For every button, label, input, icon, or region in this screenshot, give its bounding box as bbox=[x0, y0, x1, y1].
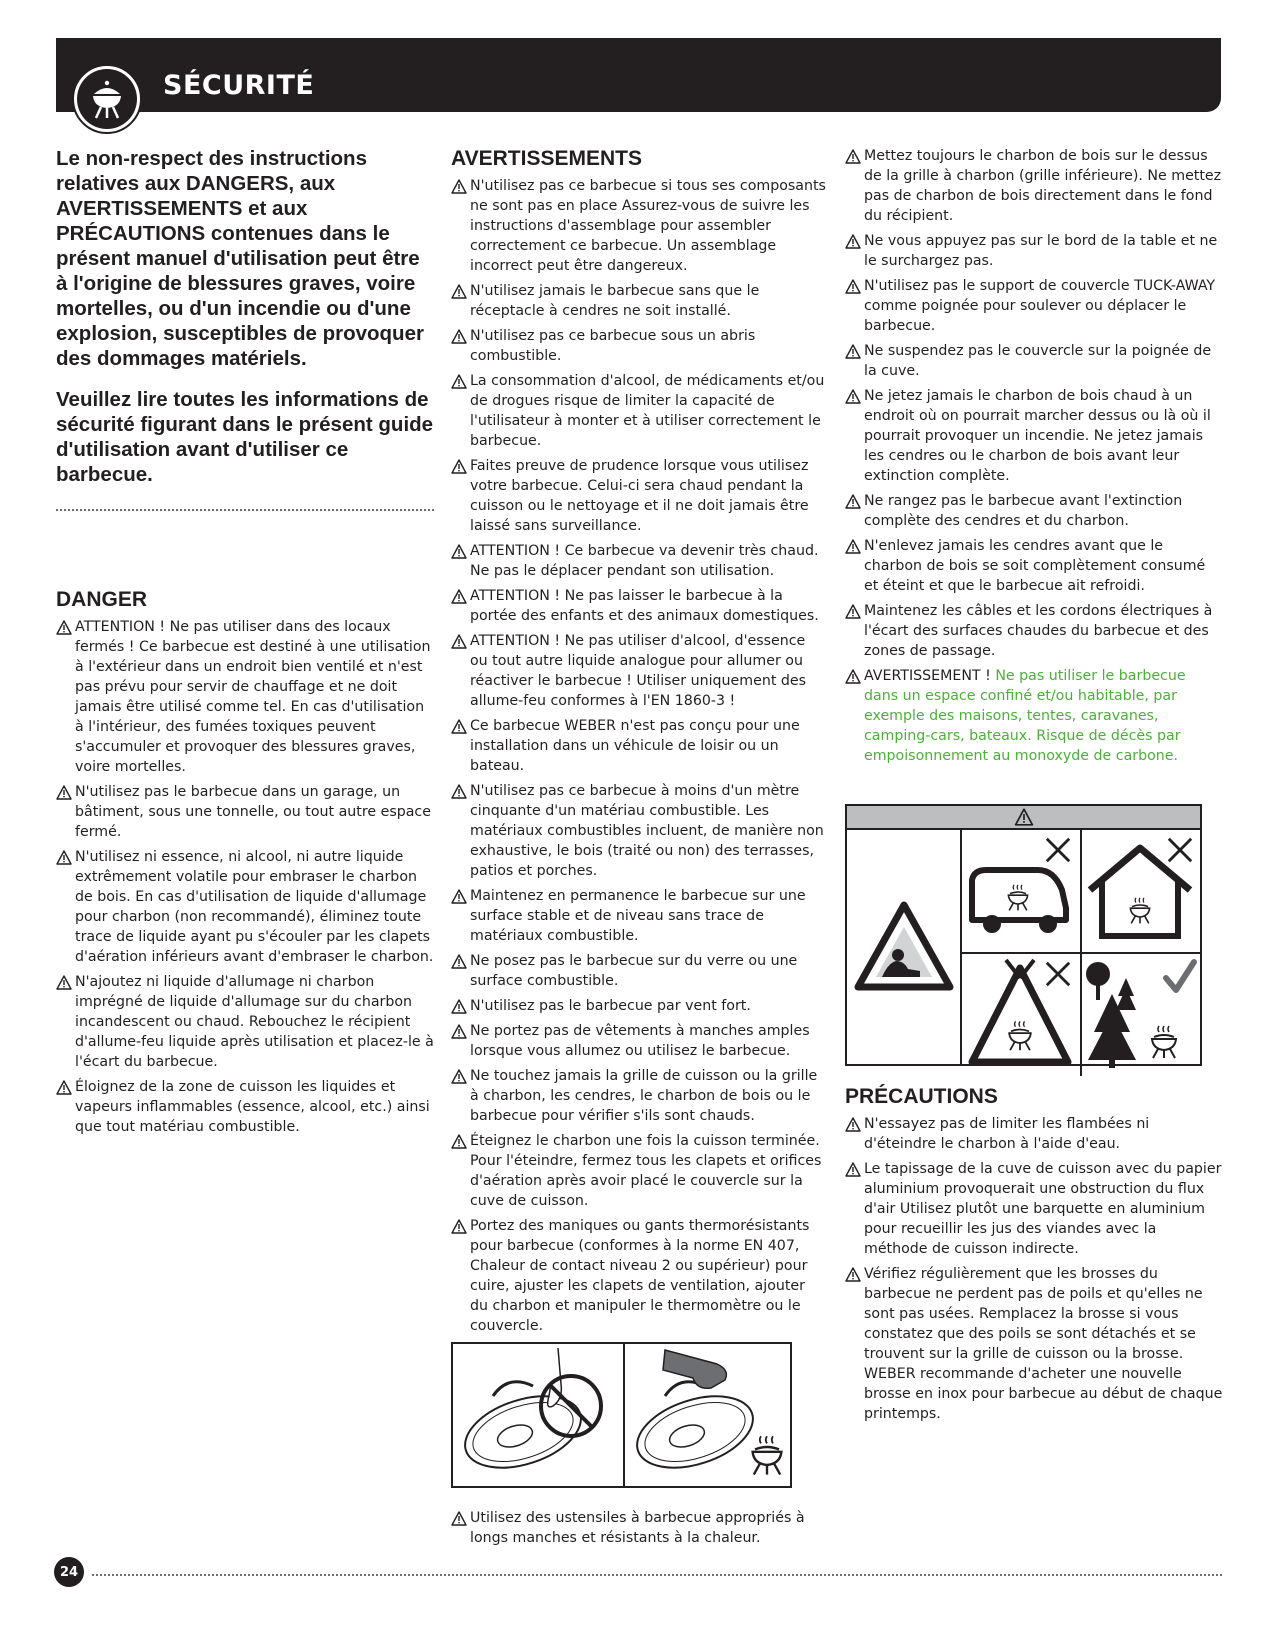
warning-item: Ne portez pas de vêtements à manches amples lorsque vous allumez ou utilisez le barbecue. bbox=[451, 1021, 827, 1061]
warning-triangle-icon bbox=[845, 344, 861, 359]
danger-item: ATTENTION ! Ne pas utiliser dans des locaux fermés ! Ce barbecue est destiné à une utilisation à l'extérieur dans un endroit bien ventilé et n'est pas prévu pour servir de chauffage et ne doit jamais être utilisé comme tel. En cas d'utilisation à l'intérieur, des fumées toxiques peuvent s'accumuler et provoquer des blessures graves, voire mortelles. bbox=[56, 617, 434, 777]
warning-item: La consommation d'alcool, de médicaments et/ou de drogues risque de limiter la capacité de l'utilisateur à monter et à utiliser correctement le barbecue. bbox=[451, 371, 827, 451]
column-middle bbox=[451, 146, 827, 1553]
page-number: 24 bbox=[54, 1557, 84, 1587]
warning-item: N'utilisez pas ce barbecue si tous ses composants ne sont pas en place Assurez-vous de suivre les instructions d'assemblage pour assembler correctement ce barbecue. Un assemblage incorrect peut être dangereux. bbox=[451, 176, 827, 276]
warning-item: Faites preuve de prudence lorsque vous utilisez votre barbecue. Celui-ci sera chaud pendant la cuisson ou le nettoyage et il ne doit jamais être laissé sans surveillance. bbox=[451, 456, 827, 536]
warning-triangle-icon bbox=[56, 975, 72, 990]
danger-item: N'ajoutez ni liquide d'allumage ni charbon imprégné de liquide d'allumage sur du charbon incandescent ou chaud. Rebouchez le récipient d'allume-feu liquide après utilisation et placez-le à l'écart du barbecue. bbox=[56, 972, 434, 1072]
footer-dotted-rule bbox=[92, 1574, 1222, 1576]
warning-item: Portez des maniques ou gants thermorésistants pour barbecue (conformes à la norme EN 407, Chaleur de contact niveau 2 ou supérieur) pour cuire, ajuster les clapets de ventilation, ajouter du charbon et manipuler le thermomètre ou le couvercle. bbox=[451, 1216, 827, 1336]
gloved-hand-correct-panel bbox=[623, 1344, 792, 1486]
warning-triangle-icon bbox=[845, 669, 861, 684]
danger-heading: DANGER bbox=[56, 588, 148, 611]
bare-hand-prohibited-panel bbox=[453, 1344, 623, 1486]
warning-item: N'utilisez pas ce barbecue à moins d'un mètre cinquante d'un matériau combustible. Les matériaux combustibles incluent, de manière non exhaustive, le bois (traité ou non) des terrasses, patios et porches. bbox=[451, 781, 827, 881]
warning-item: Ne rangez pas le barbecue avant l'extinction complète des cendres et du charbon. bbox=[845, 491, 1223, 531]
warning-triangle-icon bbox=[451, 784, 467, 799]
danger-item: N'utilisez pas le barbecue dans un garage, un bâtiment, sous une tonnelle, ou tout autre espace fermé. bbox=[56, 782, 434, 842]
outdoor-allowed-icon bbox=[1082, 954, 1200, 1076]
warning-triangle-icon bbox=[845, 1267, 861, 1282]
warning-triangle-icon bbox=[451, 1219, 467, 1234]
precaution-item: Le tapissage de la cuve de cuisson avec du papier aluminium provoquerait une obstruction du flux d'air Utilisez plutôt une barquette en aluminium pour recueillir les jus des viandes avec la méthode de cuisson indirecte. bbox=[845, 1159, 1223, 1259]
pictogram-header bbox=[847, 806, 1200, 830]
warning-triangle-icon bbox=[845, 539, 861, 554]
warnings-heading: AVERTISSEMENTS bbox=[451, 147, 642, 170]
warning-item: N'utilisez jamais le barbecue sans que le réceptacle à cendres ne soit installé. bbox=[451, 281, 827, 321]
warning-item: ATTENTION ! Ne pas laisser le barbecue à la portée des enfants et des animaux domestiques. bbox=[451, 586, 827, 626]
warning-triangle-icon bbox=[451, 374, 467, 389]
warning-triangle-icon bbox=[845, 604, 861, 619]
warning-triangle-icon bbox=[845, 494, 861, 509]
warning-item: N'utilisez pas le barbecue par vent fort. bbox=[451, 996, 827, 1016]
warning-triangle-icon bbox=[451, 999, 467, 1014]
warning-item: Maintenez en permanence le barbecue sur une surface stable et de niveau sans trace de matériaux combustible. bbox=[451, 886, 827, 946]
warning-item: Maintenez les câbles et les cordons électriques à l'écart des surfaces chaudes du barbecue et des zones de passage. bbox=[845, 601, 1223, 661]
precaution-item: N'essayez pas de limiter les flambées ni d'éteindre le charbon à l'aide d'eau. bbox=[845, 1114, 1223, 1154]
warning-item: Mettez toujours le charbon de bois sur le dessus de la grille à charbon (grille inférieure). Ne mettez pas de charbon de bois directement dans le fond du récipient. bbox=[845, 146, 1223, 226]
warning-triangle-icon bbox=[451, 1024, 467, 1039]
warning-triangle-icon bbox=[451, 1511, 467, 1526]
danger-item: Éloignez de la zone de cuisson les liquides et vapeurs inflammables (essence, alcool, etc.) ainsi que tout matériau combustible. bbox=[56, 1077, 434, 1137]
warning-triangle-icon bbox=[451, 179, 467, 194]
dotted-divider bbox=[56, 509, 434, 511]
warning-item: Ne posez pas le barbecue sur du verre ou une surface combustible. bbox=[451, 951, 827, 991]
precautions-heading: PRÉCAUTIONS bbox=[845, 1085, 998, 1108]
warning-triangle-icon bbox=[56, 785, 72, 800]
danger-item: N'utilisez ni essence, ni alcool, ni autre liquide extrêmement volatile pour embraser le charbon de bois. En cas d'utilisation de liquide d'allumage pour charbon (non recommandé), éliminez toute trace de liquide ayant pu s'écouler par les clapets d'aération inférieurs avant d'embraser le charbon. bbox=[56, 847, 434, 967]
warning-triangle-icon bbox=[451, 1069, 467, 1084]
warning-item: Ne vous appuyez pas sur le bord de la table et ne le surchargez pas. bbox=[845, 231, 1223, 271]
warning-triangle-icon bbox=[451, 954, 467, 969]
co-warning-item bbox=[845, 666, 1223, 766]
no-tent-icon bbox=[962, 954, 1082, 1076]
intro-paragraph: Le non-respect des instructions relatives aux DANGERS, aux AVERTISSEMENTS et aux PRÉCAUTIONS contenues dans le présent manuel d'utilisation peut être à l'origine de blessures graves, voire mortelles, ou d'un incendie ou d'une explosion, susceptibles de provoquer des dommages matériels. bbox=[56, 147, 424, 370]
precaution-item: Vérifiez régulièrement que les brosses du barbecue ne perdent pas de poils et qu'elles ne sont pas usées. Remplacez la brosse si vous constatez que des poils se sont détachés et se trouvent sur la grille de cuisson ou la brosse. WEBER recommande d'acheter une nouvelle brosse en inox pour barbecue au début de chaque printemps. bbox=[845, 1264, 1223, 1424]
no-house-icon bbox=[1082, 830, 1200, 954]
glove-handling-illustration bbox=[451, 1342, 792, 1488]
warning-triangle-icon bbox=[845, 389, 861, 404]
warning-item: Utilisez des ustensiles à barbecue appropriés à longs manches et résistants à la chaleur. bbox=[451, 1508, 827, 1548]
grill-logo-icon bbox=[72, 64, 142, 134]
warning-item: Ne jetez jamais le charbon de bois chaud à un endroit où on pourrait marcher dessus ou là où il pourrait provoquer un incendie. Ne jetez jamais les cendres ou le charbon de bois avant leur extinction complète. bbox=[845, 386, 1223, 486]
co-warning-text: Ne pas utiliser le barbecue dans un espace confiné et/ou habitable, par exemple des maisons, tentes, caravanes, camping-cars, bateaux. Risque de décès par empoisonnement au monoxyde de carbone. bbox=[864, 668, 1186, 764]
intro-paragraph: Veuillez lire toutes les informations de sécurité figurant dans le présent guide d'utilisation avant d'utiliser ce barbecue. bbox=[56, 388, 434, 486]
carbon-monoxide-pictogram bbox=[845, 804, 1202, 1066]
toxic-fumes-warning-icon bbox=[847, 830, 962, 1064]
warning-triangle-icon bbox=[451, 284, 467, 299]
warning-triangle-icon bbox=[845, 279, 861, 294]
warning-triangle-icon bbox=[451, 544, 467, 559]
no-vehicle-icon bbox=[962, 830, 1082, 954]
warning-triangle-icon bbox=[451, 634, 467, 649]
warning-item: ATTENTION ! Ne pas utiliser d'alcool, d'essence ou tout autre liquide analogue pour allumer ou réactiver le barbecue ! Utiliser uniquement des allume-feu conformes à l'EN 1860-3 ! bbox=[451, 631, 827, 711]
warning-triangle-icon bbox=[451, 889, 467, 904]
warning-triangle-icon bbox=[451, 329, 467, 344]
warning-triangle-icon bbox=[56, 1080, 72, 1095]
warning-triangle-icon bbox=[451, 459, 467, 474]
co-warning-label: AVERTISSEMENT ! bbox=[864, 668, 996, 684]
warning-triangle-icon bbox=[56, 620, 72, 635]
page-title: SÉCURITÉ bbox=[163, 70, 315, 101]
warning-triangle-icon bbox=[845, 234, 861, 249]
warning-triangle-icon bbox=[845, 149, 861, 164]
warning-triangle-icon bbox=[451, 719, 467, 734]
warning-item: N'enlevez jamais les cendres avant que le charbon de bois se soit complètement consumé et éteint et que le barbecue ait refroidi. bbox=[845, 536, 1223, 596]
warning-triangle-icon bbox=[451, 589, 467, 604]
warning-item: Ne suspendez pas le couvercle sur la poignée de la cuve. bbox=[845, 341, 1223, 381]
warning-triangle-icon bbox=[845, 1117, 861, 1132]
warning-item: ATTENTION ! Ce barbecue va devenir très chaud. Ne pas le déplacer pendant son utilisation. bbox=[451, 541, 827, 581]
warning-item: N'utilisez pas le support de couvercle TUCK-AWAY comme poignée pour soulever ou déplacer le barbecue. bbox=[845, 276, 1223, 336]
warning-triangle-icon bbox=[1014, 808, 1034, 826]
warning-item: Ne touchez jamais la grille de cuisson ou la grille à charbon, les cendres, le charbon de bois ou le barbecue pour vérifier s'ils sont chauds. bbox=[451, 1066, 827, 1126]
warning-item: N'utilisez pas ce barbecue sous un abris combustible. bbox=[451, 326, 827, 366]
column-right bbox=[845, 146, 1223, 1429]
column-left bbox=[56, 146, 434, 1142]
warning-item: Ce barbecue WEBER n'est pas conçu pour une installation dans un véhicule de loisir ou un bateau. bbox=[451, 716, 827, 776]
warning-triangle-icon bbox=[56, 850, 72, 865]
warning-item: Éteignez le charbon une fois la cuisson terminée. Pour l'éteindre, fermez tous les clapets et orifices d'aération après avoir placé le couvercle sur la cuve de cuisson. bbox=[451, 1131, 827, 1211]
warning-triangle-icon bbox=[451, 1134, 467, 1149]
warning-triangle-icon bbox=[845, 1162, 861, 1177]
